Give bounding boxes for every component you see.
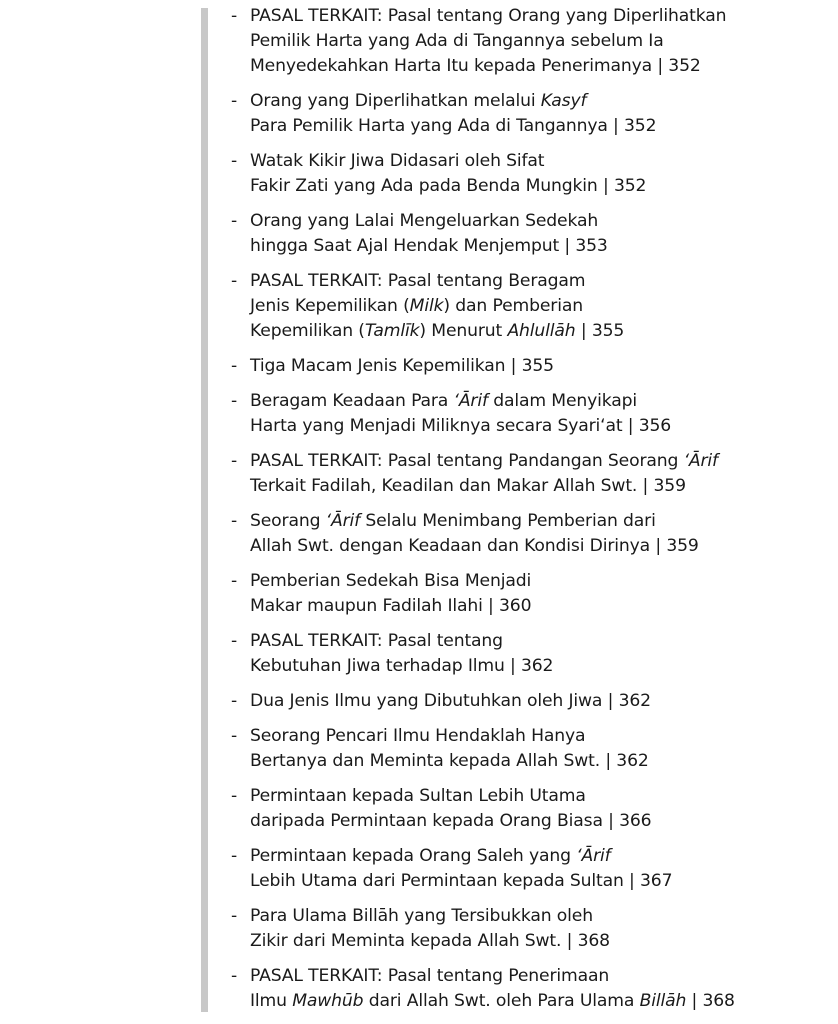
- toc-text: Selalu Menimbang Pemberian dari: [360, 511, 656, 531]
- toc-entry-line: [250, 964, 831, 989]
- toc-text: Permintaan kepada Orang Saleh yang: [250, 846, 577, 866]
- toc-bullet: -: [231, 906, 238, 926]
- toc-entry-line: [250, 149, 831, 174]
- toc-italic-term: Ahlullāh: [507, 321, 576, 341]
- toc-text: Terkait Fadilah, Keadilan dan Makar Allah Swt. | 359: [250, 476, 686, 496]
- table-of-contents: [231, 4, 831, 1024]
- toc-entry-line: [250, 4, 831, 29]
- toc-entry-line: [250, 869, 831, 894]
- toc-entry-line: [250, 929, 831, 954]
- toc-entry-line: [250, 294, 831, 319]
- toc-entry: [231, 844, 831, 894]
- toc-bullet: -: [231, 211, 238, 231]
- toc-entry: [231, 89, 831, 139]
- toc-italic-term: Tamlīk: [364, 321, 420, 341]
- toc-entry: [231, 389, 831, 439]
- toc-entry-line: [250, 594, 831, 619]
- toc-entry-line: [250, 654, 831, 679]
- toc-text: dalam Menyikapi: [487, 391, 638, 411]
- toc-text: Harta yang Menjadi Miliknya secara Syariʻat | 356: [250, 416, 672, 436]
- toc-entry-line: [250, 269, 831, 294]
- toc-entry: [231, 269, 831, 344]
- toc-bullet: -: [231, 6, 238, 26]
- toc-text: Bertanya dan Meminta kepada Allah Swt. | 362: [250, 751, 649, 771]
- toc-entry-line: [250, 724, 831, 749]
- toc-text: Allah Swt. dengan Keadaan dan Kondisi Dirinya | 359: [250, 536, 699, 556]
- toc-entry: [231, 629, 831, 679]
- toc-bullet: -: [231, 451, 238, 471]
- toc-text: Beragam Keadaan Para: [250, 391, 454, 411]
- toc-entry-line: [250, 809, 831, 834]
- toc-entry-line: [250, 174, 831, 199]
- toc-entry: [231, 964, 831, 1014]
- toc-entry-line: [250, 89, 831, 114]
- toc-italic-term: ʻĀrif: [325, 511, 361, 531]
- toc-entry-line: [250, 534, 831, 559]
- toc-bullet: -: [231, 151, 238, 171]
- toc-bullet: -: [231, 966, 238, 986]
- toc-entry: [231, 724, 831, 774]
- toc-text: Fakir Zati yang Ada pada Benda Mungkin | 352: [250, 176, 647, 196]
- toc-entry: [231, 449, 831, 499]
- toc-text: hingga Saat Ajal Hendak Menjemput | 353: [250, 236, 608, 256]
- toc-entry: [231, 4, 831, 79]
- toc-text: Lebih Utama dari Permintaan kepada Sultan | 367: [250, 871, 673, 891]
- toc-entry-line: [250, 29, 831, 54]
- toc-text: Para Ulama Billāh yang Tersibukkan oleh: [250, 906, 593, 926]
- toc-text: Jenis Kepemilikan (: [250, 296, 410, 316]
- toc-text: Ilmu: [250, 991, 293, 1011]
- toc-text: Kebutuhan Jiwa terhadap Ilmu | 362: [250, 656, 554, 676]
- toc-text: Seorang Pencari Ilmu Hendaklah Hanya: [250, 726, 586, 746]
- toc-italic-term: ʻĀrif: [453, 391, 488, 411]
- toc-entry-line: [250, 904, 831, 929]
- toc-text: ) dan Pemberian: [443, 296, 583, 316]
- toc-bullet: -: [231, 691, 238, 711]
- toc-entry-line: [250, 234, 831, 259]
- toc-bullet: -: [231, 91, 238, 111]
- toc-entry-line: [250, 689, 831, 714]
- toc-entry-line: [250, 354, 831, 379]
- toc-bullet: -: [231, 726, 238, 746]
- toc-text: Zikir dari Meminta kepada Allah Swt. | 368: [250, 931, 610, 951]
- toc-italic-term: ʻĀrif: [683, 451, 718, 471]
- toc-text: PASAL TERKAIT: Pasal tentang Penerimaan: [250, 966, 610, 986]
- toc-bullet: -: [231, 271, 238, 291]
- toc-bullet: -: [231, 391, 238, 411]
- toc-entry-line: [250, 474, 831, 499]
- toc-entry-line: [250, 784, 831, 809]
- toc-entry-line: [250, 989, 831, 1014]
- toc-text: Permintaan kepada Sultan Lebih Utama: [250, 786, 586, 806]
- toc-text: | 355: [575, 321, 625, 341]
- toc-text: daripada Permintaan kepada Orang Biasa | 366: [250, 811, 652, 831]
- toc-text: Tiga Macam Jenis Kepemilikan | 355: [250, 356, 554, 376]
- toc-entry-line: [250, 844, 831, 869]
- toc-text: Watak Kikir Jiwa Didasari oleh Sifat: [250, 151, 545, 171]
- toc-bullet: -: [231, 356, 238, 376]
- toc-entry-line: [250, 449, 831, 474]
- toc-text: PASAL TERKAIT: Pasal tentang: [250, 631, 503, 651]
- toc-entry-line: [250, 389, 831, 414]
- toc-text: Kepemilikan (: [250, 321, 365, 341]
- toc-text: Orang yang Diperlihatkan melalui: [250, 91, 541, 111]
- toc-bullet: -: [231, 786, 238, 806]
- toc-entry-line: [250, 749, 831, 774]
- toc-italic-term: ʻĀrif: [576, 846, 611, 866]
- toc-text: PASAL TERKAIT: Pasal tentang Orang yang Diperlihatkan: [250, 6, 727, 26]
- toc-text: Seorang: [250, 511, 326, 531]
- toc-italic-term: Kasyf: [540, 91, 587, 111]
- toc-entry: [231, 784, 831, 834]
- toc-text: Pemilik Harta yang Ada di Tangannya sebelum Ia: [250, 31, 664, 51]
- toc-text: Pemberian Sedekah Bisa Menjadi: [250, 571, 532, 591]
- toc-entry-line: [250, 54, 831, 79]
- toc-text: Makar maupun Fadilah Ilahi | 360: [250, 596, 532, 616]
- toc-entry-line: [250, 569, 831, 594]
- toc-italic-term: Mawhūb: [292, 991, 364, 1011]
- toc-entry: [231, 689, 831, 714]
- toc-bullet: -: [231, 631, 238, 651]
- toc-entry-line: [250, 629, 831, 654]
- toc-entry: [231, 209, 831, 259]
- toc-entry: [231, 509, 831, 559]
- vertical-rule: [201, 8, 208, 1012]
- toc-text: dari Allah Swt. oleh Para Ulama: [363, 991, 640, 1011]
- toc-bullet: -: [231, 846, 238, 866]
- toc-entry: [231, 569, 831, 619]
- toc-text: Orang yang Lalai Mengeluarkan Sedekah: [250, 211, 599, 231]
- toc-bullet: -: [231, 571, 238, 591]
- toc-entry-line: [250, 114, 831, 139]
- toc-entry-line: [250, 414, 831, 439]
- toc-text: PASAL TERKAIT: Pasal tentang Pandangan Seorang: [250, 451, 684, 471]
- toc-italic-term: Billāh: [639, 991, 687, 1011]
- toc-entry-line: [250, 319, 831, 344]
- toc-entry: [231, 354, 831, 379]
- toc-text: | 368: [686, 991, 735, 1011]
- toc-text: Para Pemilik Harta yang Ada di Tangannya | 352: [250, 116, 657, 136]
- toc-text: PASAL TERKAIT: Pasal tentang Beragam: [250, 271, 586, 291]
- toc-bullet: -: [231, 511, 238, 531]
- toc-text: ) Menurut: [419, 321, 508, 341]
- toc-entry-line: [250, 509, 831, 534]
- toc-entry: [231, 149, 831, 199]
- toc-italic-term: Milk: [409, 296, 444, 316]
- toc-entry-line: [250, 209, 831, 234]
- toc-text: Dua Jenis Ilmu yang Dibutuhkan oleh Jiwa | 362: [250, 691, 651, 711]
- toc-entry: [231, 904, 831, 954]
- toc-text: Menyedekahkan Harta Itu kepada Penerimanya | 352: [250, 56, 701, 76]
